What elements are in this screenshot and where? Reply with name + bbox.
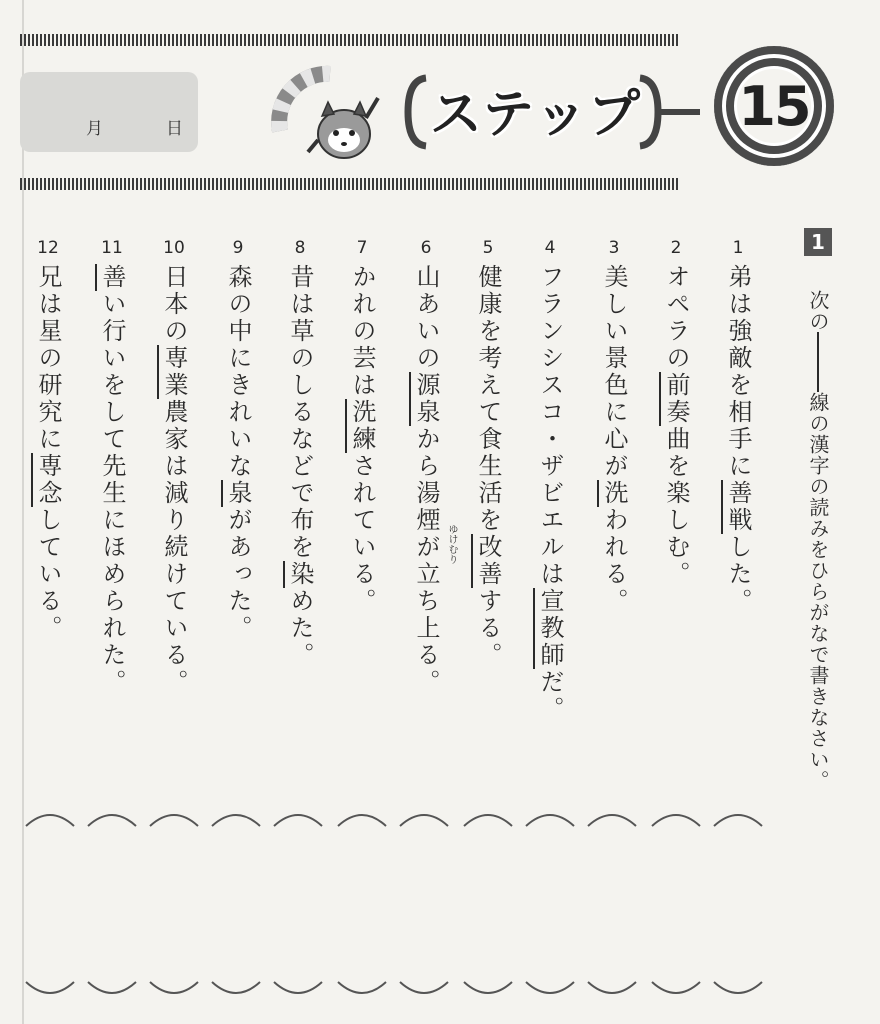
item-sentence: 美しい景色に心が洗われる。 [598, 264, 630, 615]
header-bottom-rule [20, 178, 680, 190]
day-label: 日 [166, 119, 183, 139]
item-sentence: 善い行いをして先生にほめられた。 [96, 264, 128, 696]
question-item [534, 238, 566, 723]
instruction-after: 線の漢字の読みをひらがなで書きなさい。 [806, 392, 830, 791]
target-kanji: 善戦 [721, 480, 752, 534]
question-item [410, 238, 442, 696]
item-number: 2 [670, 238, 682, 258]
target-kanji: 専業 [157, 345, 188, 399]
item-sentence: 弟は強敵を相手に善戦した。 [722, 264, 754, 615]
target-kanji: 宣教師 [533, 588, 564, 669]
question-item [472, 238, 504, 669]
instruction-before: 次の [806, 290, 830, 332]
target-kanji: 善 [95, 264, 126, 291]
item-sentence: オペラの前奏曲を楽しむ。 [660, 264, 692, 588]
target-kanji: 洗 [597, 480, 628, 507]
item-number: 12 [37, 238, 59, 258]
item-sentence: 健康を考えて食生活を改善する。 [472, 264, 504, 669]
item-number: 3 [608, 238, 620, 258]
target-kanji: 染 [283, 561, 314, 588]
page-margin-line [22, 0, 24, 1024]
question-item [722, 238, 754, 615]
step-number: 15 [738, 74, 810, 138]
red-panda-mascot-icon [270, 56, 390, 166]
question-item [96, 238, 128, 696]
ruby-reading: ゆけむり [446, 524, 457, 564]
step-number-badge [714, 46, 834, 166]
target-kanji: 源泉 [409, 372, 440, 426]
item-number: 10 [163, 238, 185, 258]
question-item [222, 238, 254, 642]
item-number: 6 [420, 238, 432, 258]
question-item [32, 238, 64, 642]
item-number: 11 [101, 238, 123, 258]
header-top-rule [20, 34, 680, 46]
item-sentence: フランシスコ・ザビエルは宣教師だ。 [534, 264, 566, 723]
question-item [598, 238, 630, 615]
item-number: 8 [294, 238, 306, 258]
instruction-underline-sample [817, 332, 819, 392]
step-label: ステップ [430, 85, 641, 145]
item-number: 4 [544, 238, 556, 258]
step-title [400, 62, 700, 162]
month-label: 月 [86, 119, 103, 139]
answer-box-top-arcs [18, 800, 768, 830]
question-item [284, 238, 316, 669]
question-instruction [802, 290, 834, 791]
question-number-badge: 1 [804, 228, 832, 256]
target-kanji: 洗練 [345, 399, 376, 453]
item-number: 9 [232, 238, 244, 258]
question-item [158, 238, 190, 696]
item-sentence: 山あいの源泉から湯煙が立ち上る。 [410, 264, 442, 696]
question-item [660, 238, 692, 588]
item-number: 7 [356, 238, 368, 258]
target-kanji: 専念 [31, 453, 62, 507]
target-kanji: 改善 [471, 534, 502, 588]
date-box [20, 72, 198, 152]
item-sentence: 昔は草のしるなどで布を染めた。 [284, 264, 316, 669]
item-sentence: 森の中にきれいな泉があった。 [222, 264, 254, 642]
answer-box-bottom-arcs [18, 978, 768, 1008]
target-kanji: 前奏 [659, 372, 690, 426]
item-number: 1 [732, 238, 744, 258]
item-sentence: かれの芸は洗練されている。 [346, 264, 378, 615]
target-kanji: 泉 [221, 480, 252, 507]
question-item [346, 238, 378, 615]
item-sentence: 兄は星の研究に専念している。 [32, 264, 64, 642]
item-number: 5 [482, 238, 494, 258]
item-sentence: 日本の専業農家は減り続けている。 [158, 264, 190, 696]
